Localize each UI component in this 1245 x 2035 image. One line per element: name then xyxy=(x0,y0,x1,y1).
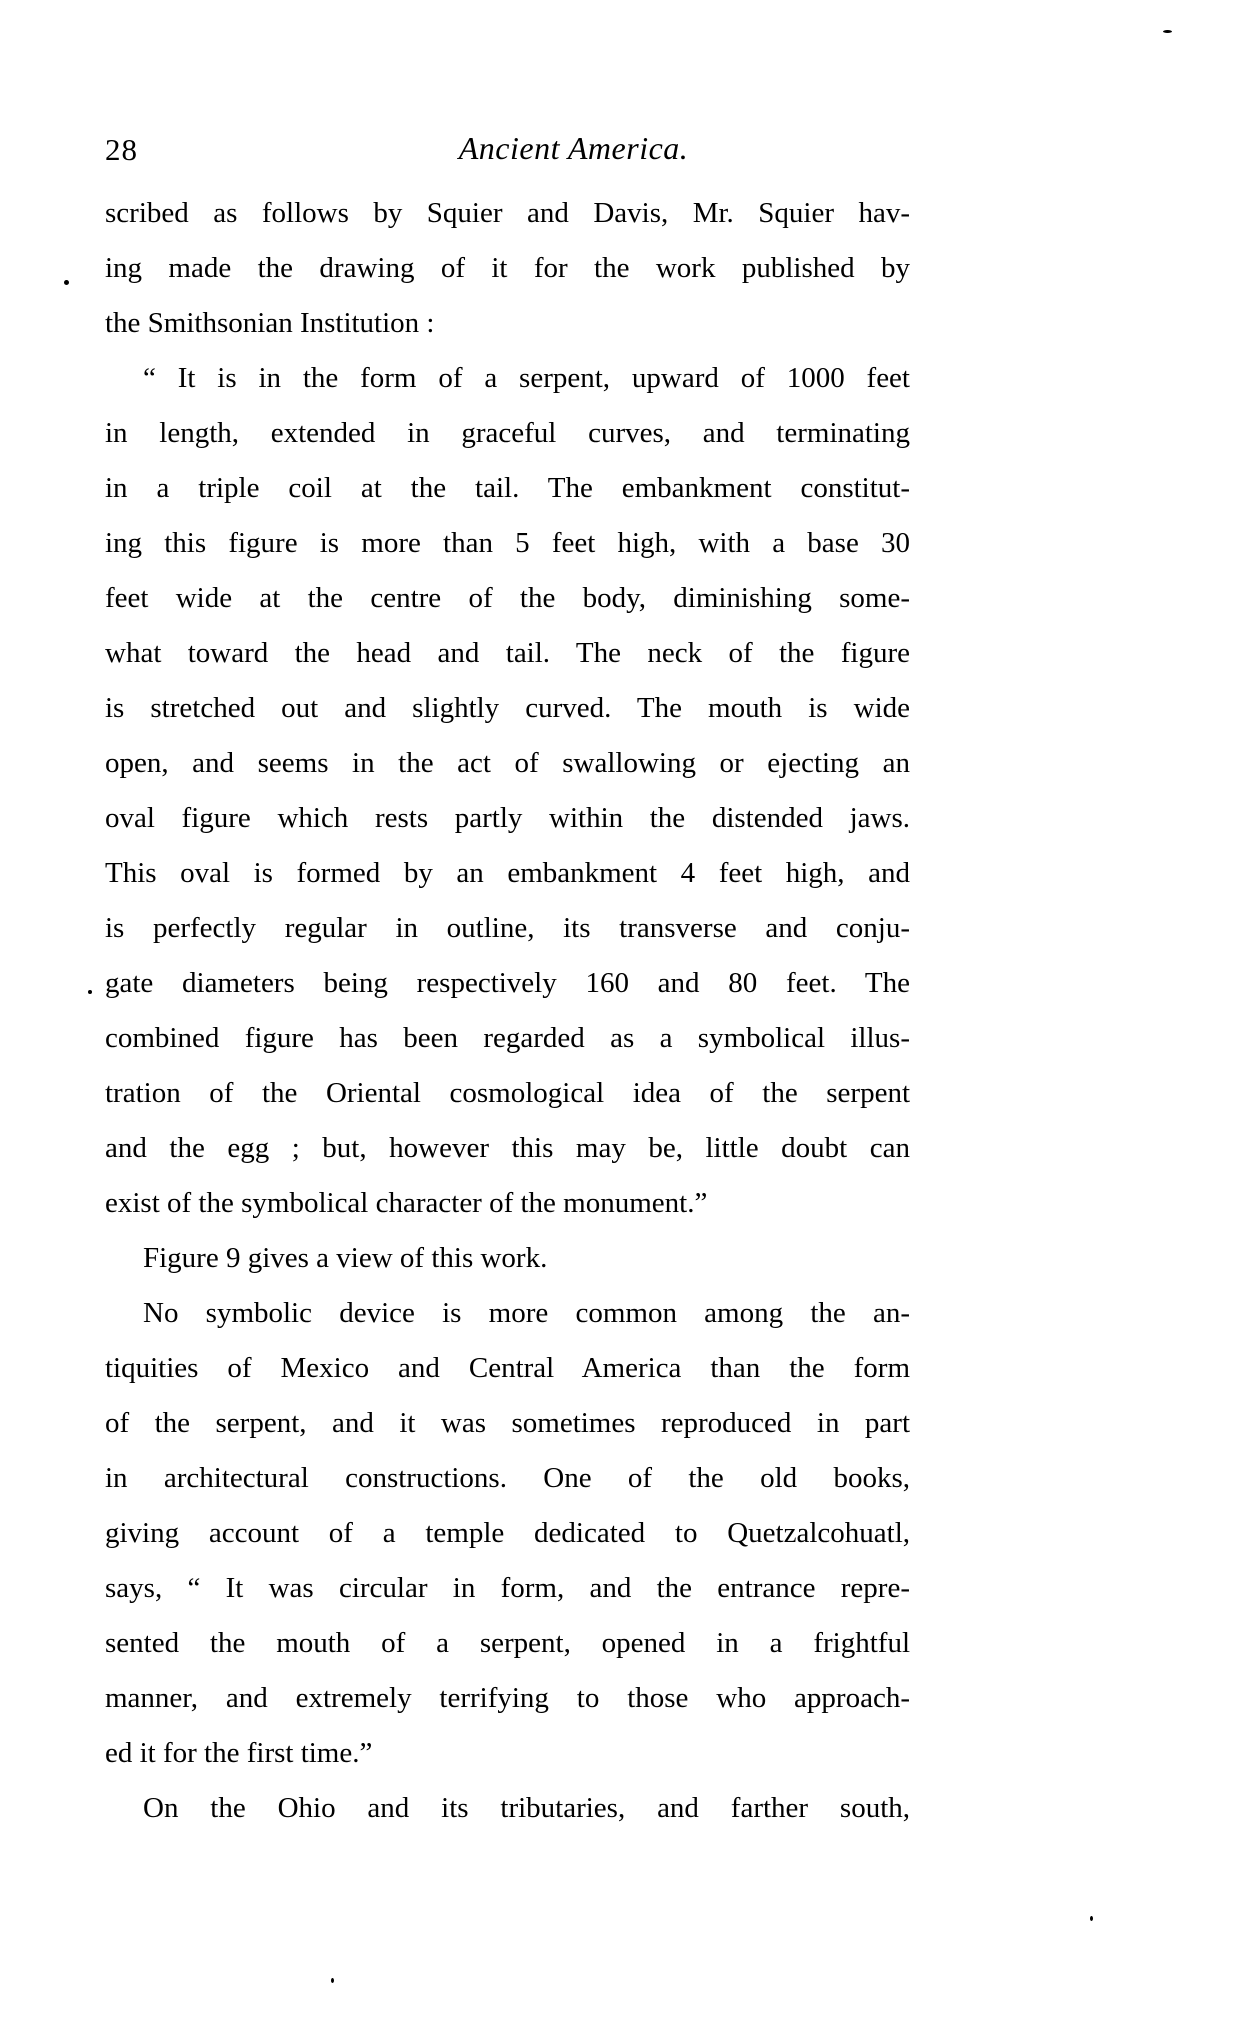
text-line: is stretched out and slightly curved. The mouth is wide xyxy=(105,692,910,724)
text-line: open, and seems in the act of swallowing or ejecting an xyxy=(105,747,910,779)
scan-speck xyxy=(1163,30,1172,33)
text-line: Figure 9 gives a view of this work. xyxy=(143,1242,548,1274)
text-line: “ It is in the form of a serpent, upward of 1000 feet xyxy=(143,362,910,394)
text-line: ed it for the first time.” xyxy=(105,1737,373,1769)
scan-speck xyxy=(331,1978,334,1983)
text-line: in architectural constructions. One of the old books, xyxy=(105,1462,910,1494)
page-header xyxy=(105,130,910,178)
text-line: what toward the head and tail. The neck of the figure xyxy=(105,637,910,669)
text-line: feet wide at the centre of the body, diminishing some- xyxy=(105,582,910,614)
scan-speck xyxy=(64,280,69,285)
text-line: tration of the Oriental cosmological idea of the serpent xyxy=(105,1077,910,1109)
text-line: in a triple coil at the tail. The embankment constitut- xyxy=(105,472,910,504)
text-line: and the egg ; but, however this may be, little doubt can xyxy=(105,1132,910,1164)
page-number: 28 xyxy=(105,132,138,167)
text-line: No symbolic device is more common among the an- xyxy=(143,1297,910,1329)
text-line: in length, extended in graceful curves, and terminating xyxy=(105,417,910,449)
text-line: scribed as follows by Squier and Davis, Mr. Squier hav- xyxy=(105,197,910,229)
text-line: gate diameters being respectively 160 and 80 feet. The xyxy=(105,967,910,999)
running-title: Ancient America. xyxy=(458,130,689,166)
text-line: tiquities of Mexico and Central America than the form xyxy=(105,1352,910,1384)
page-body-text xyxy=(105,186,910,1836)
text-line: giving account of a temple dedicated to Quetzalcohuatl, xyxy=(105,1517,910,1549)
text-line: of the serpent, and it was sometimes reproduced in part xyxy=(105,1407,910,1439)
scan-speck xyxy=(1090,1916,1093,1921)
text-line: is perfectly regular in outline, its transverse and conju- xyxy=(105,912,910,944)
text-line: exist of the symbolical character of the monument.” xyxy=(105,1187,708,1219)
text-line: On the Ohio and its tributaries, and farther south, xyxy=(143,1792,910,1824)
text-line: says, “ It was circular in form, and the entrance repre- xyxy=(105,1572,910,1604)
text-line: the Smithsonian Institution : xyxy=(105,307,435,339)
text-line: manner, and extremely terrifying to those who approach- xyxy=(105,1682,910,1714)
scan-speck xyxy=(88,990,92,994)
text-line: oval figure which rests partly within the distended jaws. xyxy=(105,802,910,834)
text-line: ing this figure is more than 5 feet high, with a base 30 xyxy=(105,527,910,559)
text-line: ing made the drawing of it for the work published by xyxy=(105,252,910,284)
text-line: This oval is formed by an embankment 4 feet high, and xyxy=(105,857,910,889)
text-line: sented the mouth of a serpent, opened in a frightful xyxy=(105,1627,910,1659)
text-line: combined figure has been regarded as a symbolical illus- xyxy=(105,1022,910,1054)
